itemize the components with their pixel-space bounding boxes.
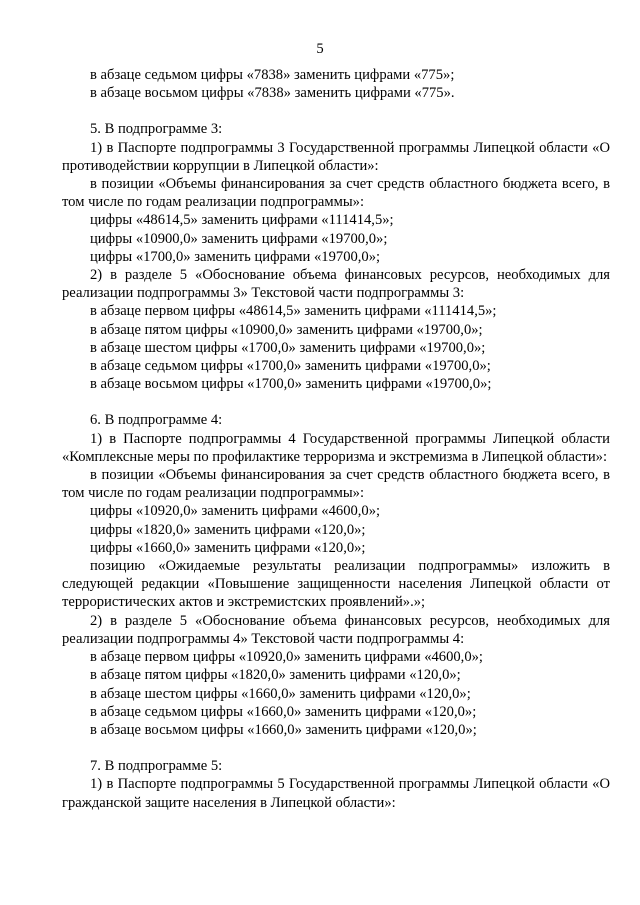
paragraph: в позиции «Объемы финансирования за счет средств областного бюджета всего, в том числе по годам реализации подпрограммы»: xyxy=(62,467,610,502)
document-body xyxy=(62,66,610,812)
paragraph: цифры «10920,0» заменить цифрами «4600,0»; xyxy=(90,503,381,520)
paragraph: в абзаце восьмом цифры «1660,0» заменить цифрами «120,0»; xyxy=(90,721,477,738)
paragraph: цифры «1660,0» заменить цифрами «120,0»; xyxy=(90,539,366,556)
paragraph: в абзаце восьмом цифры «7838» заменить цифрами «775». xyxy=(90,85,455,102)
paragraph: в абзаце шестом цифры «1660,0» заменить цифрами «120,0»; xyxy=(90,685,471,702)
paragraph: цифры «1700,0» заменить цифрами «19700,0»; xyxy=(90,248,381,265)
paragraph: 7. В подпрограмме 5: xyxy=(90,758,223,775)
paragraph: цифры «10900,0» заменить цифрами «19700,0»; xyxy=(90,230,388,247)
paragraph: позицию «Ожидаемые результаты реализации подпрограммы» изложить в следующей редакции «Повышение защищенности населения Липецкой области от террористических актов и экстремистских проявлений».»; xyxy=(62,558,610,611)
paragraph: 2) в разделе 5 «Обоснование объема финансовых ресурсов, необходимых для реализации подпрограммы 4» Текстовой части подпрограммы 4: xyxy=(62,612,610,647)
paragraph: в абзаце седьмом цифры «1700,0» заменить цифрами «19700,0»; xyxy=(90,358,491,375)
section-gap xyxy=(62,739,610,757)
section-gap xyxy=(62,393,610,411)
paragraph: цифры «1820,0» заменить цифрами «120,0»; xyxy=(90,521,366,538)
paragraph: в абзаце пятом цифры «10900,0» заменить цифрами «19700,0»; xyxy=(90,321,483,338)
paragraph: в абзаце первом цифры «10920,0» заменить цифрами «4600,0»; xyxy=(90,649,483,666)
paragraph: 5. В подпрограмме 3: xyxy=(90,121,223,138)
paragraph: 1) в Паспорте подпрограммы 4 Государственной программы Липецкой области «Комплексные меры по профилактике терроризма и экстремизма в Липецкой области»: xyxy=(62,430,610,465)
paragraph: в абзаце шестом цифры «1700,0» заменить цифрами «19700,0»; xyxy=(90,339,486,356)
paragraph: цифры «48614,5» заменить цифрами «111414,5»; xyxy=(90,212,394,229)
paragraph: в абзаце первом цифры «48614,5» заменить цифрами «111414,5»; xyxy=(90,303,497,320)
paragraph: 6. В подпрограмме 4: xyxy=(90,412,223,429)
paragraph: в абзаце пятом цифры «1820,0» заменить цифрами «120,0»; xyxy=(90,667,461,684)
paragraph: 1) в Паспорте подпрограммы 5 Государственной программы Липецкой области «О гражданской защите населения в Липецкой области»: xyxy=(62,776,610,811)
paragraph: в абзаце седьмом цифры «1660,0» заменить цифрами «120,0»; xyxy=(90,703,477,720)
paragraph: в абзаце седьмом цифры «7838» заменить цифрами «775»; xyxy=(90,67,455,83)
paragraph: в позиции «Объемы финансирования за счет средств областного бюджета всего, в том числе по годам реализации подпрограммы»: xyxy=(62,176,610,211)
paragraph: в абзаце восьмом цифры «1700,0» заменить цифрами «19700,0»; xyxy=(90,376,492,393)
page-number: 5 xyxy=(316,41,324,57)
paragraph: 2) в разделе 5 «Обоснование объема финансовых ресурсов, необходимых для реализации подпрограммы 3» Текстовой части подпрограммы 3: xyxy=(62,267,610,302)
paragraph: 1) в Паспорте подпрограммы 3 Государственной программы Липецкой области «О противодействии коррупции в Липецкой области»: xyxy=(62,139,610,174)
section-gap xyxy=(62,102,610,120)
